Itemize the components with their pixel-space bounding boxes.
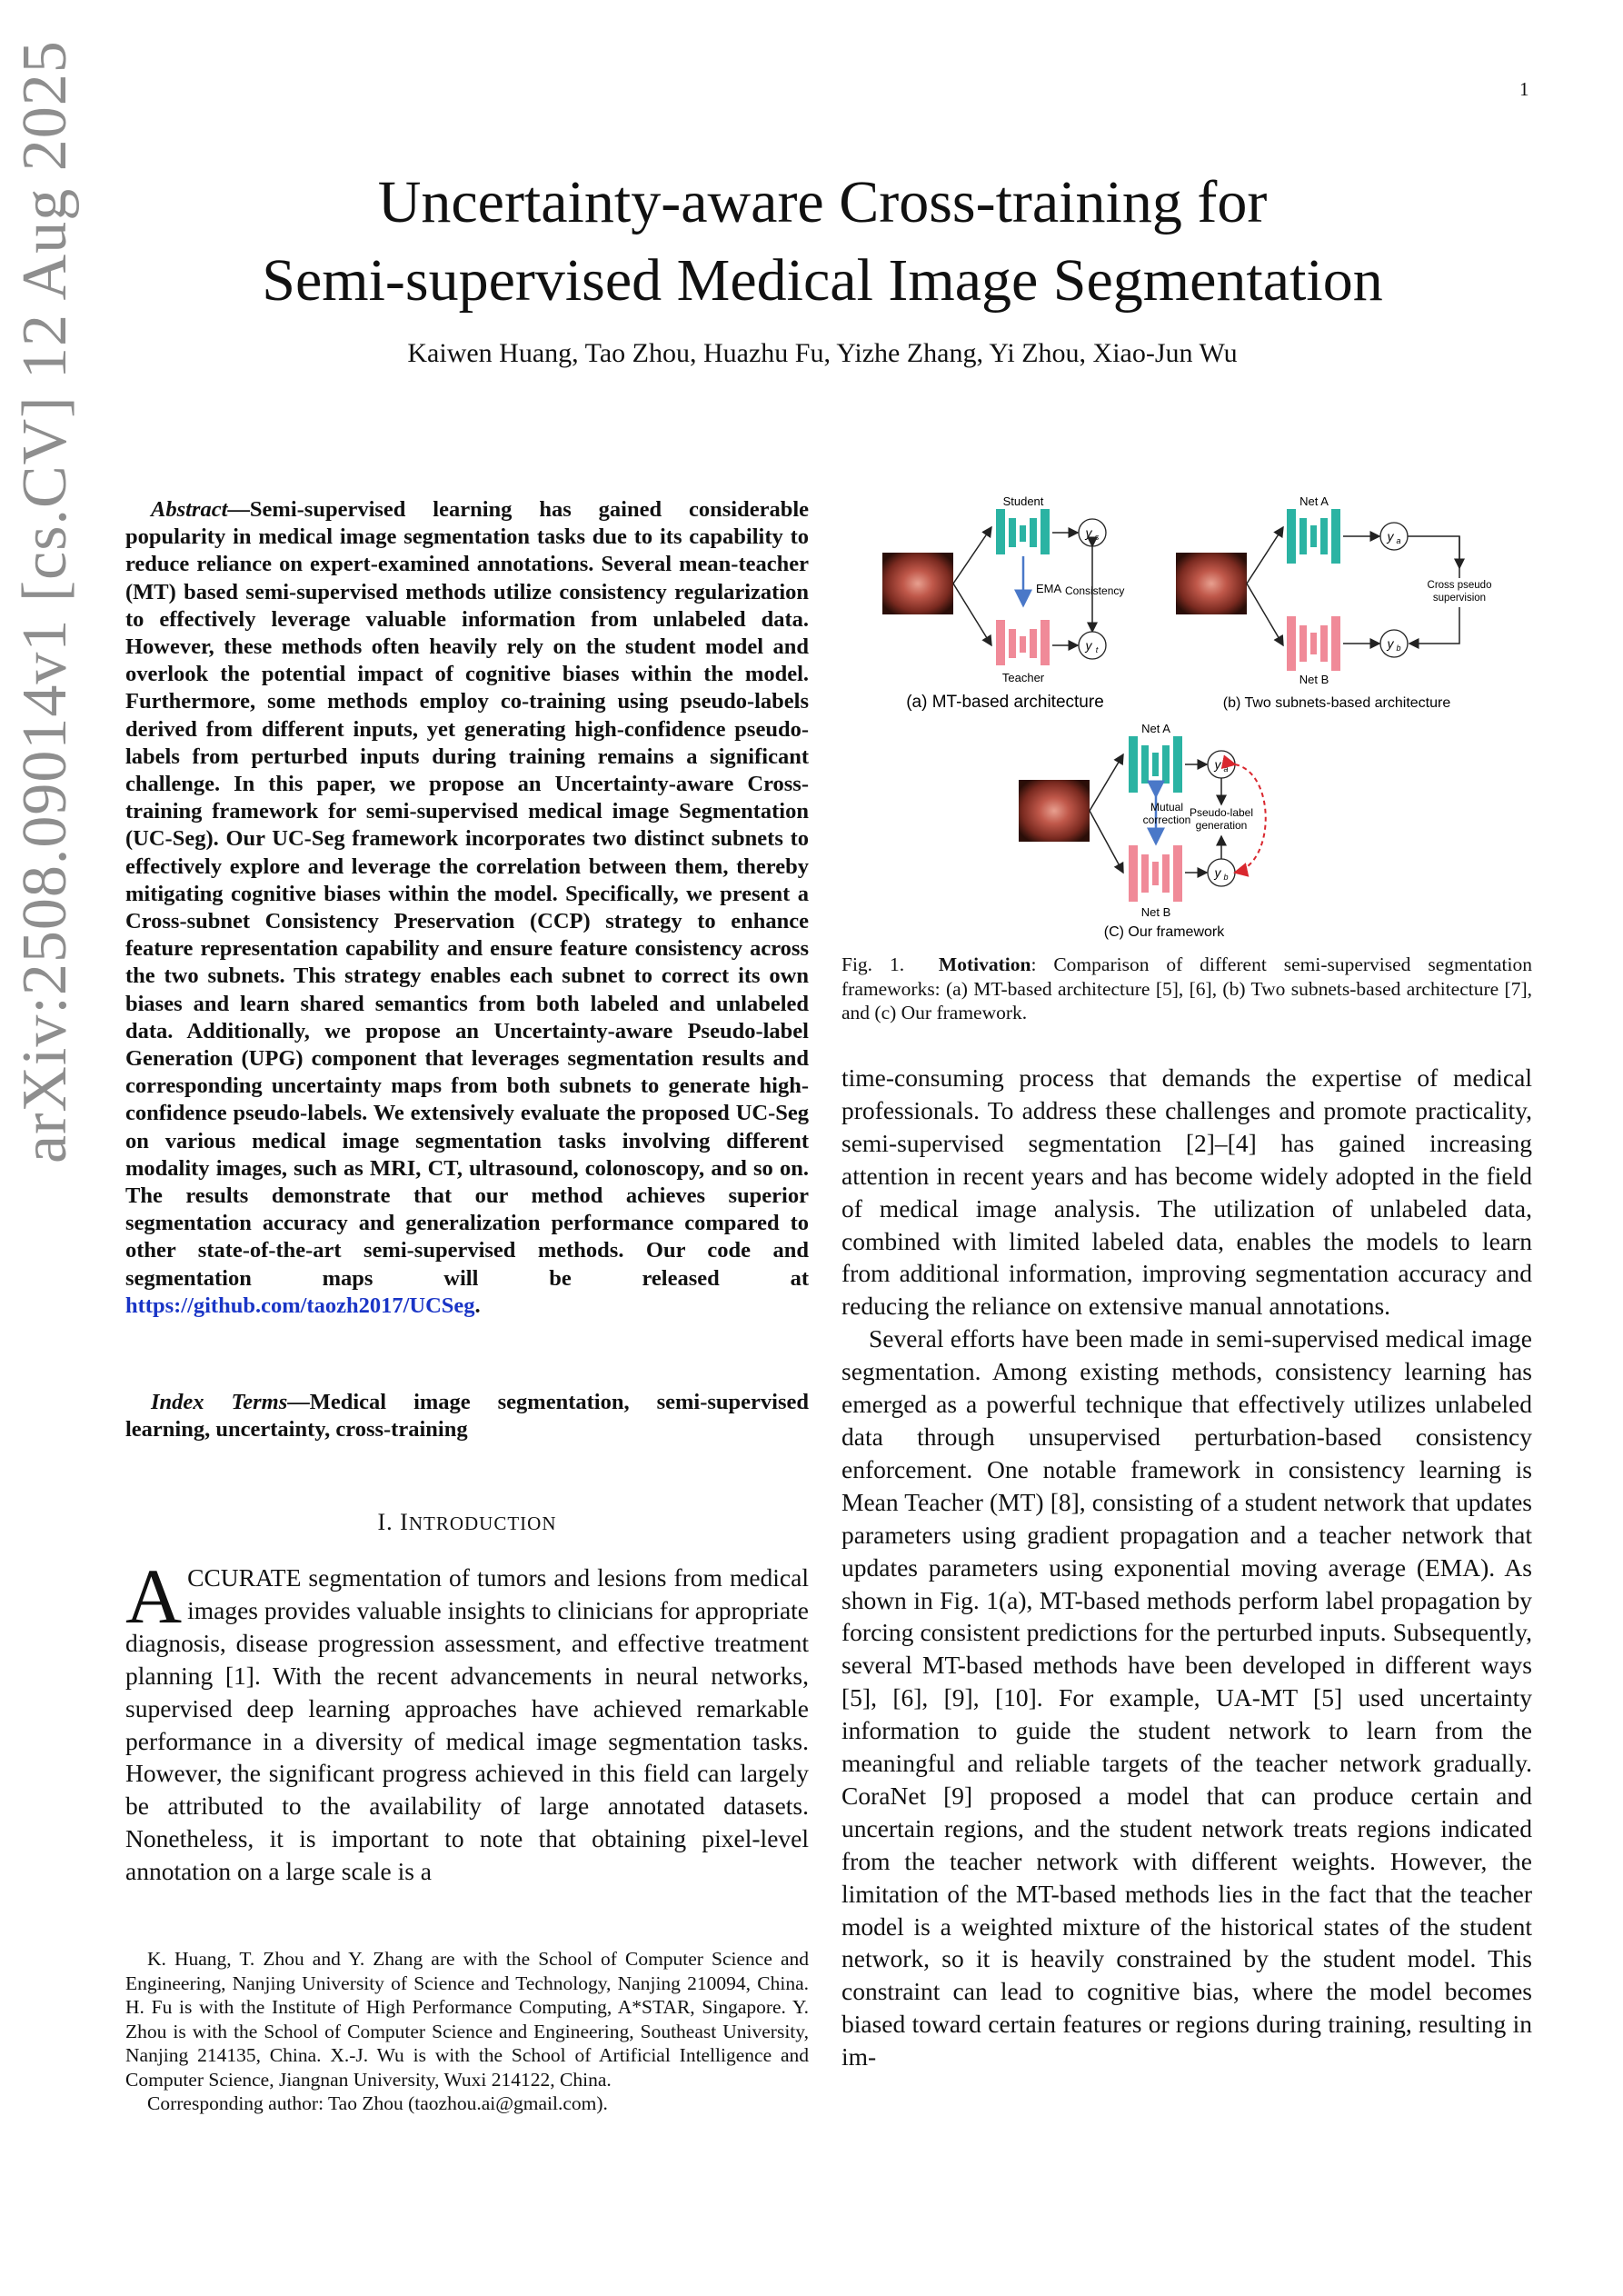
intro-text: CCURATE segmentation of tumors and lesions from medical images provides valuable insights to clinicians for appropriate diagnosis, disease progression assessment, and effective treatment planning [1]. With the recent advancements in neural networks, supervised deep learning approaches have achieved remarkable performance in a diversity of medical image segmentation tasks. However, the significant progress achieved in this field can largely be attributed to the availability of large annotated datasets. Nonetheless, it is important to note that obtaining pixel-level annotation on a large scale is a: [125, 1563, 809, 1886]
pseudo-label-text-1: Pseudo-label: [1189, 806, 1254, 819]
right-column-text: [841, 1062, 1532, 2073]
section-number: I.: [377, 1509, 401, 1535]
drop-cap: A: [125, 1552, 183, 1640]
author-list: Kaiwen Huang, Tao Zhou, Huazhu Fu, Yizhe Zhang, Yi Zhou, Xiao-Jun Wu: [407, 338, 1238, 368]
title-line-2: Semi-supervised Medical Image Segmentation: [262, 247, 1383, 314]
intro-paragraph: [125, 1552, 809, 1888]
index-terms: [125, 1389, 809, 1443]
net-a-network-b: [1287, 509, 1340, 564]
net-a-label-b: Net A: [1299, 494, 1329, 508]
abstract-text: —Semi-supervised learning has gained considerable popularity in medical image segmentation tasks due to its capability to reduce reliance on expert-examined annotations. Several mean-teacher (MT) based semi-supervised methods utilize consistency regularization to effectively leverage valuable information from unlabeled data. However, these methods often heavily rely on the student model and overlook the potential impact of cognitive biases within the model. Furthermore, some methods employ co-training using pseudo-labels derived from different inputs, yet generating high-confidence pseudo-labels from perturbed inputs during training remains a significant challenge. In this paper, we propose an Uncertainty-aware Cross-training framework for semi-supervised medical image Segmentation (UC-Seg). Our UC-Seg framework incorporates two distinct subnets to effectively explore and leverage the correlation between them, thereby mitigating cognitive biases within the model. Specifically, we present a Cross-subnet Consistency Preservation (CCP) strategy to enhance feature representation capability and ensure feature consistency across the two subnets. This strategy enables each subnet to correct its own biases and learn shared semantics from both labeled and unlabeled data. Additionally, we propose an Uncertainty-aware Pseudo-label Generation (UPG) component that leverages segmentation results and corresponding uncertainty maps from both subnets to generate high-confidence pseudo-labels. We extensively evaluate the proposed UC-Seg on various medical image segmentation tasks involving different modality images, such as MRI, CT, ultrasound, colonoscopy, and so on. The results demonstrate that our method achieves superior segmentation accuracy and generalization performance compared to other state-of-the-art semi-supervised methods. Our code and segmentation maps will be released at: [125, 497, 809, 1291]
index-terms-text: —Medical image segmentation, semi-supervised learning, uncertainty, cross-training: [125, 1390, 809, 1442]
caption-b: (b) Two subnets-based architecture: [1222, 695, 1451, 711]
cross-pseudo-label-1: Cross pseudo: [1427, 580, 1492, 591]
net-a-network-c: [1129, 736, 1182, 793]
consistency-label: Consistency: [1065, 584, 1125, 597]
caption-c: (C) Our framework: [1103, 924, 1225, 940]
ys-output-node: [1079, 519, 1106, 546]
net-a-label-c: Net A: [1141, 722, 1170, 735]
figure-1: [841, 482, 1532, 945]
net-b-label-c: Net B: [1140, 905, 1171, 919]
ya-output-node-b: [1380, 523, 1408, 550]
yb-subscript-c: b: [1223, 873, 1229, 882]
title-line-1: Uncertainty-aware Cross-training for: [377, 169, 1268, 235]
endoscopy-image-b: [1176, 553, 1247, 614]
section-heading-introduction: [125, 1509, 809, 1536]
ya-output-node-c: [1208, 751, 1235, 778]
footnote-corresponding: Corresponding author: Tao Zhou (taozhou.ai@gmail.com).: [147, 2092, 608, 2114]
cross-pseudo-label-2: supervision: [1432, 593, 1487, 604]
ya-symbol-c: y: [1214, 757, 1221, 772]
fig-label: Fig. 1.: [841, 953, 905, 975]
right-paragraph-1: time-consuming process that demands the expertise of medical professionals. To address these challenges and promote practicality, semi-supervised segmentation [2]–[4] has gained increasing attention in recent years and has become widely adopted in the field of medical image analysis. The utilization of unlabeled data, combined with limited labeled data, enables the models to learn from additional information, improving segmentation accuracy and reducing the reliance on extensive manual annotations.: [841, 1063, 1532, 1321]
yb-output-node-c: [1208, 859, 1235, 886]
subfigure-b-two-subnets: [1176, 494, 1512, 711]
net-b-label-b: Net B: [1299, 673, 1329, 686]
index-terms-label: Index Terms: [151, 1390, 288, 1414]
abstract-end: .: [474, 1293, 481, 1318]
yt-output-node: [1079, 632, 1106, 659]
mutual-label-1: Mutual: [1150, 801, 1184, 814]
teacher-label: Teacher: [1001, 671, 1045, 684]
mutual-label-2: correction: [1142, 814, 1191, 826]
endoscopy-image-c: [1019, 780, 1090, 842]
net-b-network-b: [1287, 616, 1340, 671]
code-link[interactable]: https://github.com/taozh2017/UCSeg: [125, 1293, 475, 1318]
yt-symbol: y: [1085, 638, 1092, 653]
caption-a: (a) MT-based architecture: [906, 693, 1104, 712]
teacher-network: [996, 620, 1050, 665]
student-label: Student: [1002, 494, 1044, 508]
ys-symbol: y: [1085, 525, 1092, 540]
fig-caption-text: : Comparison of different semi-supervised segmentation frameworks: (a) MT-based architecture [5], [6], (b) Two subnets-based architecture [7], and (c) Our framework.: [841, 953, 1532, 1023]
abstract-label: Abstract: [151, 497, 228, 522]
ys-subscript: s: [1094, 533, 1100, 542]
yt-subscript: t: [1095, 645, 1099, 654]
ya-subscript-c: a: [1223, 764, 1229, 774]
abstract: [125, 496, 809, 1320]
yb-subscript-b: b: [1396, 644, 1401, 653]
subfigure-a-mt-architecture: [882, 494, 1124, 712]
subfigure-c-our-framework: [1019, 722, 1266, 940]
ya-subscript-b: a: [1396, 536, 1401, 545]
arxiv-identifier: arXiv:2508.09014v1 [cs.CV] 12 Aug 2025: [10, 40, 80, 1163]
fig-caption-bold: Motivation: [938, 953, 1031, 975]
footnote-affiliations: K. Huang, T. Zhou and Y. Zhang are with the School of Computer Science and Engineering, Nanjing University of Science and Technology, Nanjing 210094, China. H. Fu is with the Institute of High Performance Computing, A*STAR, Singapore. Y. Zhou is with the School of Computer Science and Engineering, Southeast University, Nanjing 214135, China. X.-J. Wu is with the School of Artificial Intelligence and Computer Science, Jiangnan University, Wuxi 214122, China.: [125, 1948, 809, 2091]
endoscopy-image-a: [882, 553, 953, 614]
page-number: 1: [1519, 78, 1529, 100]
yb-output-node-b: [1380, 630, 1408, 657]
yb-symbol-b: y: [1387, 636, 1394, 651]
student-network: [996, 509, 1050, 554]
yb-symbol-c: y: [1214, 865, 1221, 880]
paper-title: [109, 164, 1536, 320]
ya-symbol-b: y: [1387, 529, 1394, 544]
footnote: [125, 1947, 809, 2116]
figure-caption: [841, 953, 1532, 1025]
section-first-letter: I: [400, 1509, 409, 1535]
ema-label: EMA: [1036, 582, 1062, 595]
net-b-network-c: [1129, 845, 1182, 902]
right-paragraph-2: Several efforts have been made in semi-supervised medical image segmentation. Among existing methods, consistency learning has emerged as a powerful technique that effectively utilizes unlabeled data through unsupervised perturbation-based consistency enforcement. One notable framework in consistency learning is Mean Teacher (MT) [8], consisting of a student network that updates parameters using gradient propagation and a teacher network that updates parameters using exponential moving average (EMA). As shown in Fig. 1(a), MT-based methods perform label propagation by forcing consistent predictions for the perturbed inputs. Subsequently, several MT-based methods have been developed in different ways [5], [6], [9], [10]. For example, UA-MT [5] used uncertainty information to guide the student network to learn from the meaningful and reliable targets of the teacher network gradually. CoraNet [9] proposed a model that can produce certain and uncertain regions, and the student network treats regions indicated from the teacher network with different weights. However, the limitation of the MT-based methods lies in the fact that the teacher model is a weighted mixture of the historical states of the student network, so it is heavily constrained by the student model. This constraint can lead to cognitive bias, where the model becomes biased toward certain features or regions during training, resulting in im-: [841, 1324, 1532, 2071]
section-title-rest: NTRODUCTION: [408, 1512, 557, 1534]
pseudo-label-text-2: generation: [1195, 819, 1248, 832]
svg-text:y: [1085, 525, 1093, 540]
